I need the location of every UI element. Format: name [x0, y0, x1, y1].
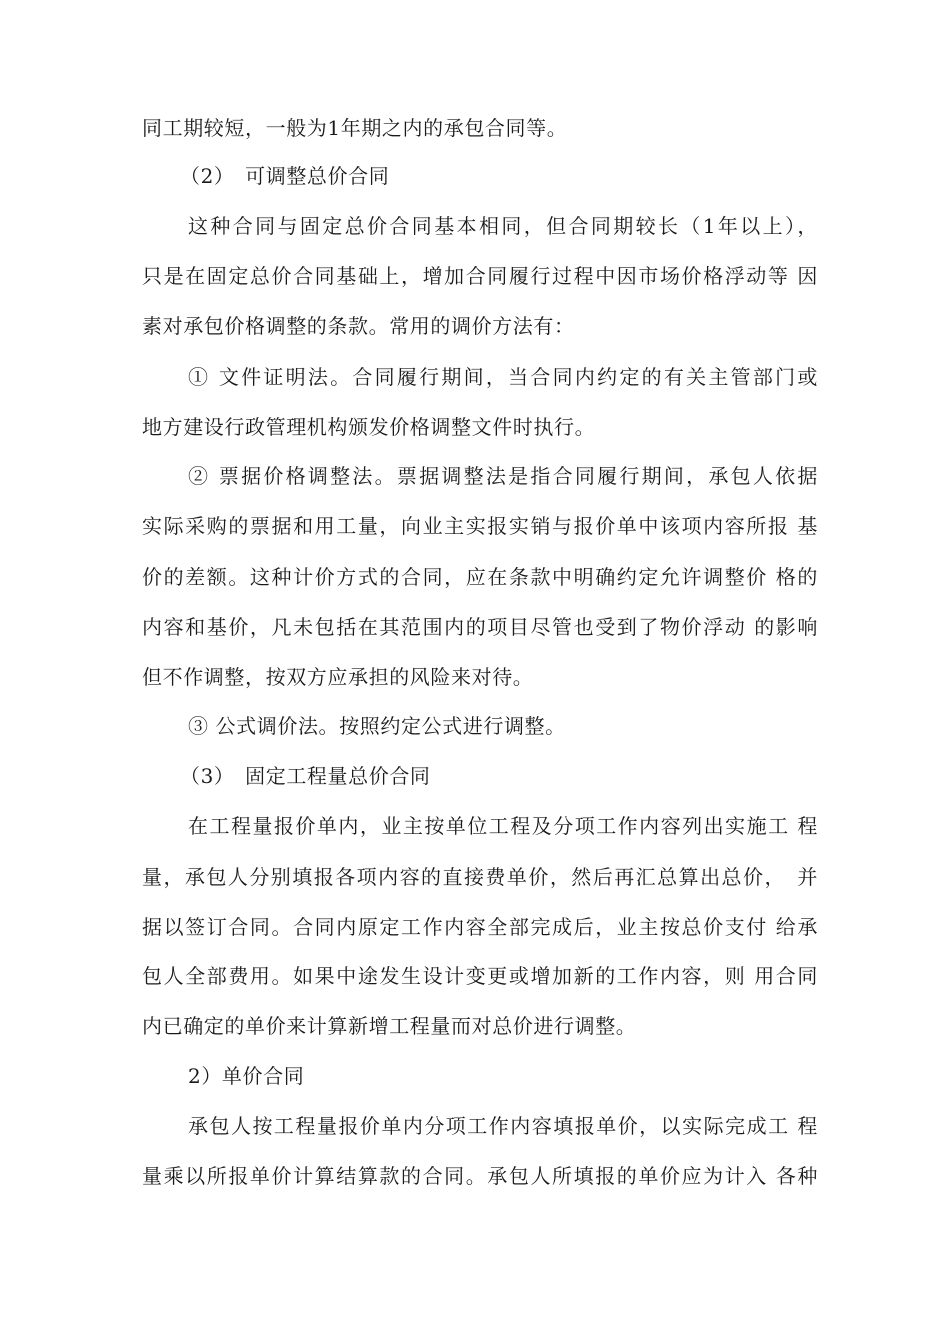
text-line: 量乘以所报单价计算结算款的合同。承包人所填报的单价应为计入 各种: [142, 1164, 818, 1188]
text-line: 据以签订合同。合同内原定工作内容全部完成后，业主按总价支付 给承: [142, 915, 818, 939]
text-line: ① 文件证明法。合同履行期间，当合同内约定的有关主管部门或: [188, 365, 818, 389]
text-line: 内已确定的单价来计算新增工程量而对总价进行调整。: [142, 1014, 637, 1038]
text-line: 素对承包价格调整的条款。常用的调价方法有：: [142, 314, 575, 338]
text-line: 价的差额。这种计价方式的合同，应在条款中明确约定允许调整价 格的: [142, 565, 818, 589]
text-line: 包人全部费用。如果中途发生设计变更或增加新的工作内容，则 用合同: [142, 964, 818, 988]
section-heading: （3） 固定工程量总价合同: [180, 764, 431, 788]
section-heading: （2） 可调整总价合同: [180, 164, 390, 188]
text-line: 量，承包人分别填报各项内容的直接费单价，然后再汇总算出总价， 并: [142, 865, 818, 889]
text-line: 这种合同与固定总价合同基本相同，但合同期较长（1年以上），: [188, 214, 818, 238]
section-heading: 2）单价合同: [188, 1064, 305, 1088]
text-line: ③ 公式调价法。按照约定公式进行调整。: [188, 714, 566, 738]
text-line: 同工期较短，一般为1年期之内的承包合同等。: [142, 116, 568, 140]
text-line: 内容和基价，凡未包括在其范围内的项目尽管也受到了物价浮动 的影响: [142, 615, 818, 639]
text-line: 只是在固定总价合同基础上，增加合同履行过程中因市场价格浮动等 因: [142, 264, 818, 288]
text-line: 承包人按工程量报价单内分项工作内容填报单价，以实际完成工 程: [188, 1114, 818, 1138]
text-line: ② 票据价格调整法。票据调整法是指合同履行期间，承包人依据: [188, 464, 818, 488]
text-line: 地方建设行政管理机构颁发价格调整文件时执行。: [142, 415, 596, 439]
text-line: 实际采购的票据和用工量，向业主实报实销与报价单中该项内容所报 基: [142, 514, 818, 538]
text-line: 在工程量报价单内，业主按单位工程及分项工作内容列出实施工 程: [188, 814, 818, 838]
text-line: 但不作调整，按双方应承担的风险来对待。: [142, 665, 534, 689]
